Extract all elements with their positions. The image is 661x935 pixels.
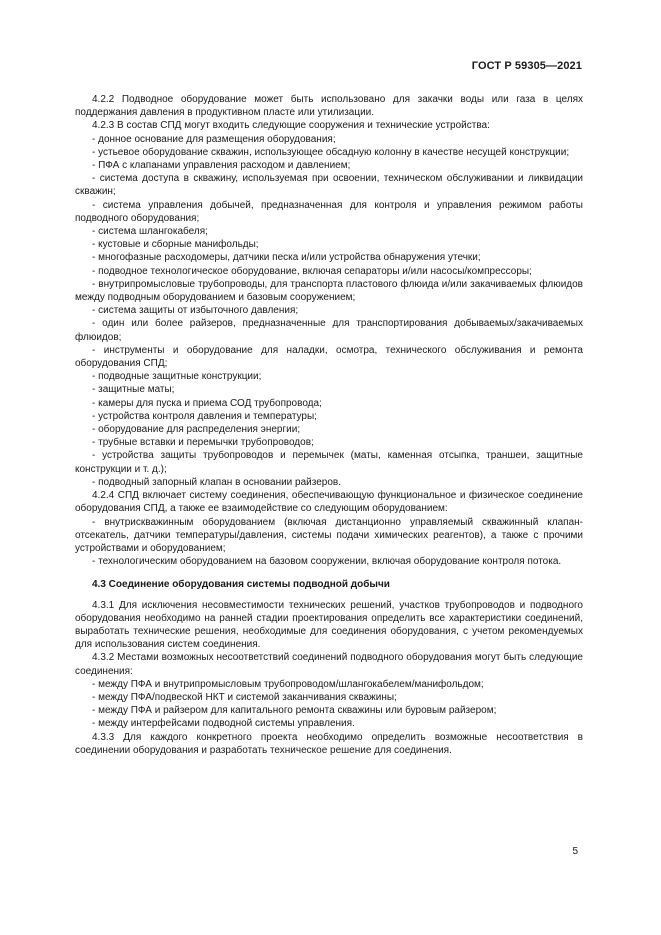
list-item: - защитные маты; <box>92 384 175 396</box>
paragraph: 4.3.3 Для каждого конкретного проекта необходимо определить возможные несоответствия в соединении оборудования и разработать техническое решение для соединения. <box>75 731 583 756</box>
list-item: - между ПФА и внутрипромысловым трубопроводом/шлангокабелем/манифольдом; <box>92 678 484 690</box>
document-body <box>75 93 583 757</box>
list-item: - технологическим оборудованием на базовом сооружении, включая оборудование контроля потока. <box>92 556 562 568</box>
list-item: - трубные вставки и перемычки трубопроводов; <box>92 437 314 449</box>
list-item: - камеры для пуска и приема СОД трубопровода; <box>92 397 322 409</box>
list-item: - кустовые и сборные манифольды; <box>92 239 259 251</box>
paragraph: 4.3.1 Для исключения несовместимости технических решений, участков трубопроводов и подводного оборудования необходимо на ранней стадии проектирования определить все характеристики соединений, выработать технические решения, необходимые для соединения оборудования, с учетом рекомендуемых для использования систем соединения. <box>75 599 583 651</box>
list-item: - система защиты от избыточного давления; <box>92 305 299 317</box>
paragraph: 4.3.2 Местами возможных несоответствий соединений подводного оборудования могут быть следующие соединения: <box>75 652 583 677</box>
paragraph: 4.2.4 СПД включает систему соединения, обеспечивающую функциональное и физическое соединение оборудования СПД, а также ее взаимодействие со следующим оборудованием: <box>75 490 583 515</box>
list-item: - один или более райзеров, предназначенные для транспортирования добываемых/закачиваемых флюидов; <box>75 318 583 343</box>
list-item: - между ПФА и райзером для капитального ремонта скважины или буровым райзером; <box>92 705 497 717</box>
list-item: - устьевое оборудование скважин, использующее обсадную колонну в качестве несущей конструкции; <box>92 146 570 158</box>
list-item: - подводные защитные конструкции; <box>92 371 262 383</box>
list-item: - система доступа в скважину, используемая при освоении, техническом обслуживании и ликвидации скважин; <box>75 173 583 198</box>
list-item: - система шлангокабеля; <box>92 226 208 238</box>
list-item: - донное основание для размещения оборудования; <box>92 133 336 145</box>
list-item: - подводный запорный клапан в основании райзеров. <box>92 476 341 488</box>
list-item: - система управления добычей, предназначенная для контроля и управления режимом работы подводного оборудования; <box>75 199 583 224</box>
list-item: - внутрискважинным оборудованием (включая дистанционно управляемый скважинный клапан-отсекатель, датчики температуры/давления, системы подачи химических реагентов), а также с прочими устройствами и оборудованием; <box>75 516 583 554</box>
list-item: - оборудование для распределения энергии; <box>92 424 301 436</box>
section-heading: 4.3 Соединение оборудования системы подводной добычи <box>92 579 390 591</box>
paragraph: 4.2.3 В состав СПД могут входить следующие сооружения и технические устройства: <box>92 120 490 132</box>
list-item: - между ПФА/подвеской НКТ и системой заканчивания скважины; <box>92 691 397 703</box>
page-number: 5 <box>572 846 578 857</box>
list-item: - внутрипромысловые трубопроводы, для транспорта пластового флюида и/или закачиваемых флюидов между подводным оборудованием и базовым сооружением; <box>75 278 583 304</box>
list-item: - между интерфейсами подводной системы управления. <box>92 718 355 730</box>
standard-header: ГОСТ Р 59305—2021 <box>471 60 582 72</box>
list-item: - устройства защиты трубопроводов и перемычек (маты, каменная отсыпка, траншеи, защитные конструкции и т. д.); <box>75 450 583 475</box>
list-item: - ПФА с клапанами управления расходом и давлением; <box>92 160 351 172</box>
paragraph: 4.2.2 Подводное оборудование может быть использовано для закачки воды или газа в целях поддержания давления в продуктивном пласте или утилизации. <box>75 94 583 119</box>
list-item: - инструменты и оборудование для наладки, осмотра, технического обслуживания и ремонта оборудования СПД; <box>75 344 583 370</box>
list-item: - многофазные расходомеры, датчики песка и/или устройства обнаружения утечки; <box>92 252 481 264</box>
list-item: - устройства контроля давления и температуры; <box>92 410 317 422</box>
list-item: - подводное технологическое оборудование, включая сепараторы и/или насосы/компрессоры; <box>92 265 532 277</box>
